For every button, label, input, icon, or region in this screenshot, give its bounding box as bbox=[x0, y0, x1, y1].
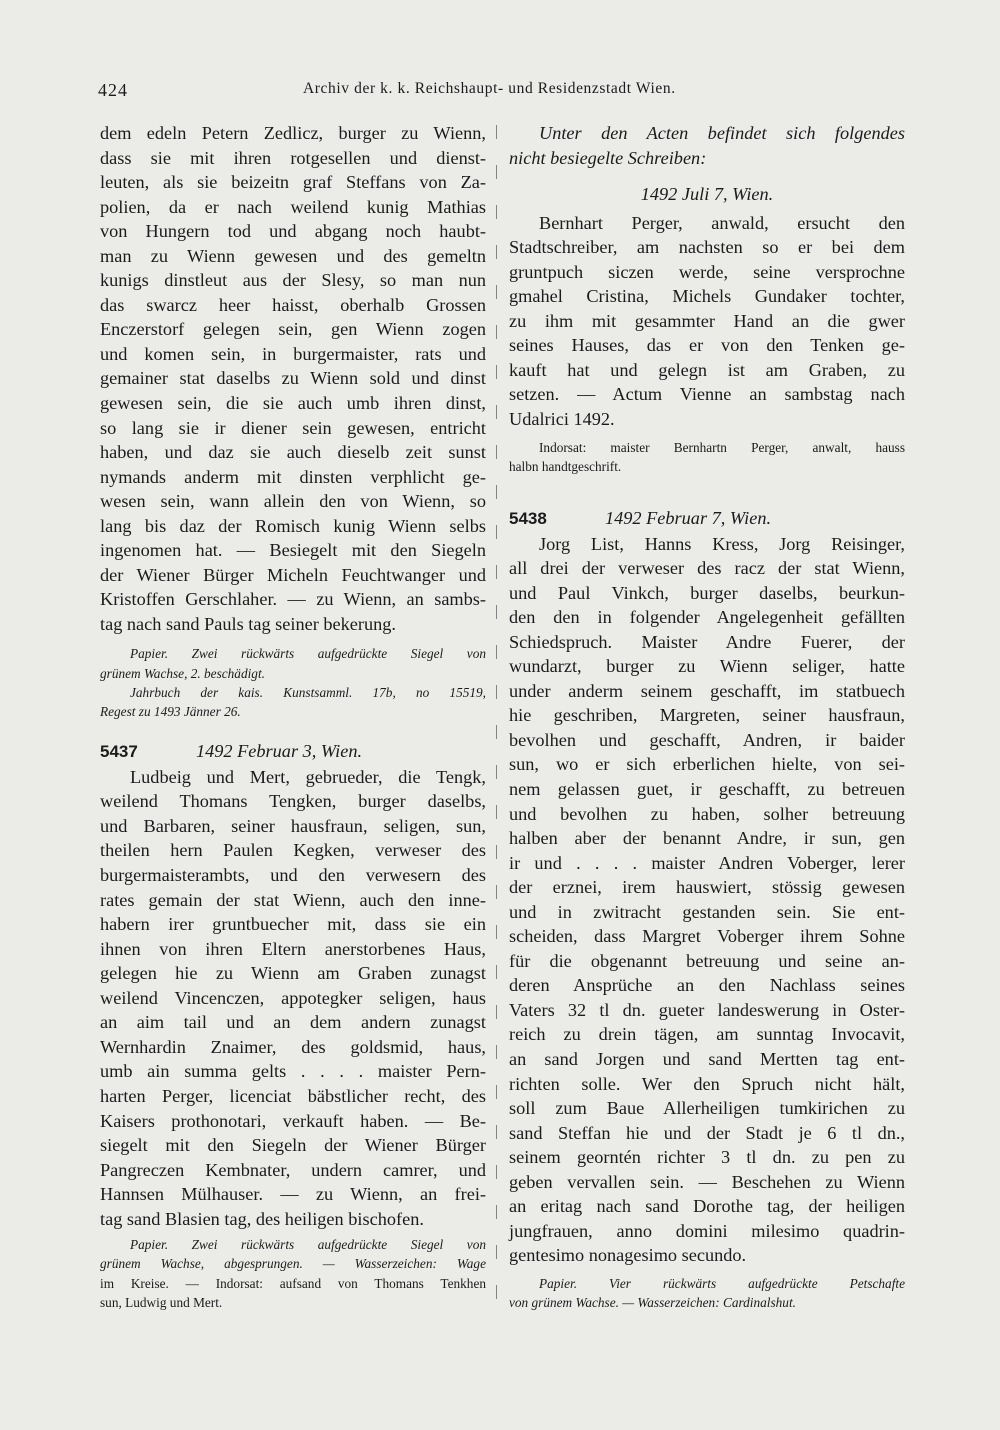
note-line: Jahrbuch der kais. Kunstsamml. 17b, no 15519, bbox=[130, 684, 486, 700]
text-line: dem edeln Petern Zedlicz, burger zu Wienn, bbox=[100, 123, 486, 143]
text-line: der Wiener Bürger Micheln Feuchtwanger und bbox=[100, 564, 486, 585]
entry-number: 5438 bbox=[509, 508, 547, 528]
text-line: sand Steffan hie und der Stadt je 6 tl dn., bbox=[509, 1122, 905, 1143]
entry-date: 1492 Februar 3, Wien. bbox=[196, 741, 363, 762]
text-line: Ludbeig und Mert, gebrueder, die Tengk, bbox=[130, 766, 486, 787]
text-line: Unter den Acten befindet sich folgendes bbox=[539, 123, 905, 143]
text-line: gmahel Cristina, Michels Gundaker tochter, bbox=[509, 286, 905, 307]
text-line: theilen hern Paulen Kegken, verweser des bbox=[100, 840, 486, 861]
text-line: tag nach sand Pauls tag seiner bekerung. bbox=[100, 613, 396, 634]
text-line: und Barbaren, seiner hausfraun, seligen, sun, bbox=[100, 815, 486, 836]
text-line: das swarcz heer haisst, oberhalb Grossen bbox=[100, 294, 486, 315]
intro-text bbox=[509, 121, 905, 170]
text-line: under anderm seinem geschafft, im statbuech bbox=[509, 680, 905, 701]
text-line: tag sand Blasien tag, des heiligen bischofen. bbox=[100, 1208, 424, 1229]
continuation-text bbox=[100, 121, 486, 636]
text-line: seines Hauses, das er von den Tenken ge- bbox=[509, 335, 905, 356]
document-notes bbox=[509, 438, 905, 476]
text-line: hie geschriben, Margreten, seiner hausfraun, bbox=[509, 705, 905, 726]
text-line: und in zwitracht gestanden sein. Sie ent- bbox=[509, 901, 905, 922]
note-line: grünem Wachse, abgesprungen. — Wasserzeichen: Wage bbox=[100, 1256, 486, 1272]
text-line: habern irer gruntbuecher mit, dass sie ein bbox=[100, 914, 486, 935]
text-line: Kaisers prothonotari, verkauft haben. — Be- bbox=[100, 1110, 486, 1131]
text-line: nymands anderm mit dinsten verphlicht ge- bbox=[100, 466, 486, 487]
note-line: im Kreise. — Indorsat: aufsand von Thomans Tenkhen bbox=[100, 1275, 486, 1291]
text-line: sun, wo er sich erberlichen hielte, von sei- bbox=[509, 754, 905, 775]
text-line: leuten, als sie beizeitn graf Steffans von Za- bbox=[100, 172, 486, 193]
page-header bbox=[98, 80, 898, 102]
text-line: wundarzt, burger zu Wienn seliger, hatte bbox=[509, 656, 905, 677]
text-line: ihnen von ihren Eltern anerstorbenes Haus, bbox=[100, 938, 486, 959]
text-line: kunigs dinstleut aus der Slesy, so man nun bbox=[100, 270, 486, 291]
text-line: weilend Thomans Tengken, burger daselbs, bbox=[100, 791, 486, 812]
text-line: zu ihm mit gesammter Hand an die gwer bbox=[509, 310, 905, 331]
text-line: Stadtschreiber, am nachsten so er bei dem bbox=[509, 237, 905, 258]
text-line: Udalrici 1492. bbox=[509, 409, 615, 430]
text-line: wesen sein, wann allein den von Wienn, so bbox=[100, 491, 486, 512]
text-line: scheiden, dass Margret Voberger ihrem Sohne bbox=[509, 926, 905, 947]
text-line: nem gelassen guet, ir geschafft, zu betreuen bbox=[509, 778, 905, 799]
text-line: Jorg List, Hanns Kress, Jorg Reisinger, bbox=[539, 533, 905, 554]
note-line: Papier. Vier rückwärts aufgedrückte Petschafte bbox=[539, 1275, 905, 1291]
document-text bbox=[509, 211, 905, 432]
text-line: richten solle. Wer den Spruch nicht hält, bbox=[509, 1073, 905, 1094]
entry-number: 5437 bbox=[100, 742, 138, 762]
text-line: halben aber der benannt Andre, ir sun, gen bbox=[509, 828, 905, 849]
entry-date: 1492 Februar 7, Wien. bbox=[605, 507, 772, 528]
text-line: Hannsen Mülhauser. — zu Wienn, an frei- bbox=[100, 1184, 486, 1205]
note-line: von grünem Wachse. — Wasserzeichen: Cardinalshut. bbox=[509, 1295, 796, 1311]
entry-text bbox=[100, 765, 486, 1231]
note-line: grünem Wachse, 2. beschädigt. bbox=[100, 665, 265, 681]
text-line: bevolhen und geschafft, Andren, ir baider bbox=[509, 729, 905, 750]
document-date: 1492 Juli 7, Wien. bbox=[640, 184, 774, 205]
text-line: gentesimo nonagesimo secundo. bbox=[509, 1245, 747, 1266]
note-line: Papier. Zwei rückwärts aufgedrückte Siegel von bbox=[130, 646, 486, 662]
entry-heading bbox=[100, 739, 486, 765]
text-line: man zu Wienn gewesen und des gemeltn bbox=[100, 245, 486, 266]
text-line: geben vervallen sein. — Beschehen zu Wienn bbox=[509, 1171, 905, 1192]
right-column bbox=[509, 121, 905, 1312]
text-line: gruntpuch siczen werde, seine versprochne bbox=[509, 261, 905, 282]
text-line: burgermaisterambts, und den verwesern des bbox=[100, 865, 486, 886]
text-line: deren Ansprüche an den Nachlass seines bbox=[509, 975, 905, 996]
note-line: halbn handtgeschrift. bbox=[509, 458, 622, 474]
left-column bbox=[100, 121, 486, 1312]
entry-notes bbox=[509, 1274, 905, 1312]
text-line: Vaters 32 tl dn. gueter landeswerung in Oster- bbox=[509, 999, 905, 1020]
note-line: sun, Ludwig und Mert. bbox=[100, 1294, 223, 1310]
text-line: setzen. — Actum Vienne an sambstag nach bbox=[509, 384, 905, 405]
text-line: Bernhart Perger, anwald, ersucht den bbox=[539, 212, 905, 233]
text-line: weilend Vincenczen, appotegker seligen, haus bbox=[100, 987, 486, 1008]
text-line: so lang sie ir diener sein gewesen, entricht bbox=[100, 417, 486, 438]
text-line: an eritag nach sand Dorothe tag, der heiligen bbox=[509, 1196, 905, 1217]
text-line: Kristoffen Gerschlaher. — zu Wienn, an sambs- bbox=[100, 589, 486, 610]
text-line: der erznei, irem hauswiert, stössig gewesen bbox=[509, 877, 905, 898]
text-line: rates gemain der stat Wienn, auch den inne- bbox=[100, 889, 486, 910]
column-divider bbox=[496, 125, 497, 1320]
text-line: und Paul Vinkch, burger daselbs, beurkun- bbox=[509, 582, 905, 603]
text-line: und komen sein, in burgermaister, rats und bbox=[100, 343, 486, 364]
text-line: polien, da er nach weilend kunig Mathias bbox=[100, 196, 486, 217]
text-line: den den in folgender Angelegenheit gefällten bbox=[509, 607, 905, 628]
text-line: an aim tail und an dem andern zunagst bbox=[100, 1012, 486, 1033]
text-line: dass sie mit ihren rotgesellen und dienst- bbox=[100, 147, 486, 168]
text-line: Pangreczen Kembnater, undern camrer, und bbox=[100, 1159, 486, 1180]
text-line: siegelt mit den Siegeln der Wiener Bürger bbox=[100, 1135, 486, 1156]
text-line: jungfrauen, anno domini milesimo quadrin- bbox=[509, 1220, 905, 1241]
note-line: Indorsat: maister Bernhartn Perger, anwalt, hauss bbox=[539, 439, 905, 455]
text-line: für die obgenannt betreuung und seine an- bbox=[509, 950, 905, 971]
text-line: all drei der verweser des racz der stat Wienn, bbox=[509, 558, 905, 579]
entry-heading bbox=[509, 506, 905, 532]
text-line: harten Perger, licenciat bäbstlicher recht, des bbox=[100, 1085, 486, 1106]
text-line: Wernhardin Znaimer, des goldsmid, haus, bbox=[100, 1036, 486, 1057]
text-line: seinem georntén richter 3 tl dn. zu pen zu bbox=[509, 1147, 905, 1168]
text-line: gewesen sein, die sie auch umb ihren dinst, bbox=[100, 393, 486, 414]
text-line: haben, und daz sie auch dieselb zeit sunst bbox=[100, 442, 486, 463]
page-number: 424 bbox=[98, 80, 128, 100]
text-line: umb ain summa gelts . . . . maister Pern- bbox=[100, 1061, 486, 1082]
text-line: kauft hat und gelegn ist am Graben, zu bbox=[509, 359, 905, 380]
note-line: Papier. Zwei rückwärts aufgedrückte Siegel von bbox=[130, 1237, 486, 1253]
text-line: nicht besiegelte Schreiben: bbox=[509, 147, 707, 168]
text-line: reich zu drein tägen, am sunntag Invocavit, bbox=[509, 1024, 905, 1045]
source-notes bbox=[100, 644, 486, 721]
entry-text bbox=[509, 532, 905, 1268]
text-line: lang bis daz der Romisch kunig Wienn selbs bbox=[100, 515, 486, 536]
text-line: Schiedspruch. Maister Andre Fuerer, der bbox=[509, 631, 905, 652]
text-line: ir und . . . . maister Andren Voberger, lerer bbox=[509, 852, 905, 873]
note-line: Regest zu 1493 Jänner 26. bbox=[100, 704, 241, 720]
text-line: an sand Jorgen und sand Mertten tag ent- bbox=[509, 1049, 905, 1069]
running-title: Archiv der k. k. Reichshaupt- und Residenzstadt Wien. bbox=[303, 80, 676, 97]
text-line: von Hungern tod und abgang noch haubt- bbox=[100, 221, 486, 242]
entry-notes bbox=[100, 1235, 486, 1312]
text-line: und bevolhen zu haben, solher betreuung bbox=[509, 803, 905, 824]
text-line: gelegen hie zu Wienn am Graben zunagst bbox=[100, 963, 486, 984]
text-line: ingenomen hat. — Besiegelt mit den Siegeln bbox=[100, 540, 486, 561]
text-line: Enczerstorf gelegen sein, gen Wienn zogen bbox=[100, 319, 486, 340]
text-line: soll zum Baue Allerheiligen tumkirichen zu bbox=[509, 1098, 905, 1119]
text-line: gemainer stat daselbs zu Wienn sold und dinst bbox=[100, 368, 486, 389]
